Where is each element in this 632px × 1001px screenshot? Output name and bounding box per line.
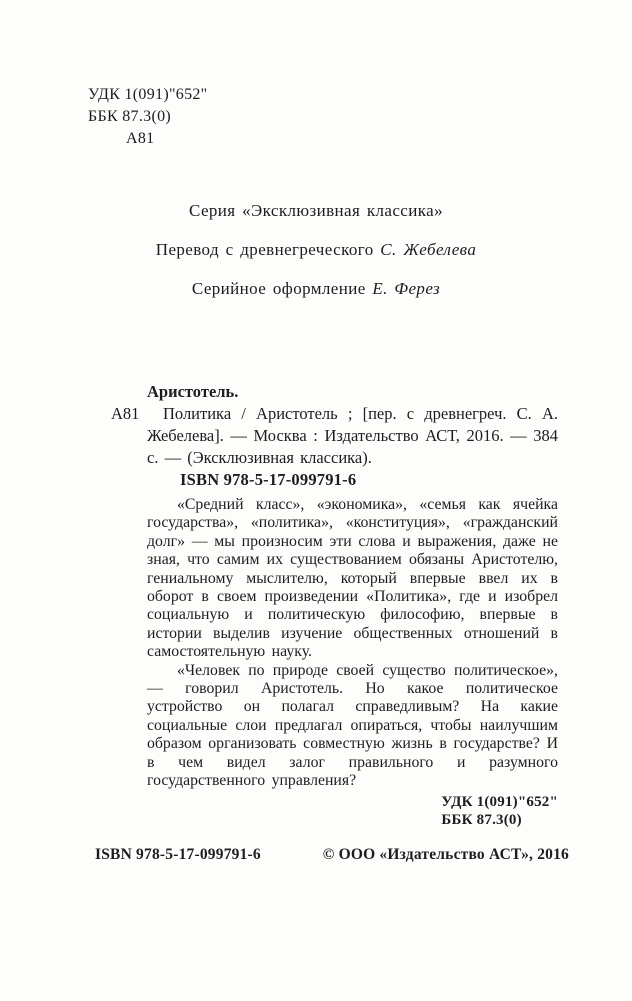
- bbk-code-top: ББК 87.3(0): [88, 108, 172, 125]
- annotation-block: [147, 496, 558, 791]
- bbk-code-bottom: ББК 87.3(0): [441, 811, 522, 828]
- series-title: Серия «Эксклюзивная классика»: [189, 201, 443, 220]
- card-author-heading: Аристотель.: [147, 382, 239, 401]
- bottom-bibliographic-codes: [147, 793, 558, 830]
- card-isbn: ISBN 978-5-17-099791-6: [180, 470, 357, 489]
- author-sign-top: А81: [126, 130, 155, 147]
- annotation-paragraph-2: «Человек по природе своей существо политическое», — говорил Аристотель. Но какое политическое устройство он полагал справедливым? На какие социальные слои предлагал опираться, чтобы наилучшим образом организовать совместную жизнь в государстве? И в чем видел залог правильного и разумного государственного управления?: [147, 661, 558, 790]
- design-credit-prefix: Серийное оформление: [191, 279, 366, 298]
- designer-name: Е. Ферез: [372, 279, 441, 298]
- series-credits-block: [0, 201, 632, 318]
- translation-credit-prefix: Перевод с древнегреческого: [155, 240, 374, 259]
- footer-line: [95, 846, 569, 864]
- udk-code-bottom: УДК 1(091)"652": [441, 793, 558, 810]
- udk-code-top: УДК 1(091)"652": [88, 86, 208, 103]
- author-sign-margin: А81: [111, 404, 140, 423]
- bottom-codes-inner: [441, 793, 558, 829]
- footer-isbn: ISBN 978-5-17-099791-6: [95, 846, 261, 863]
- top-bibliographic-codes: [88, 84, 208, 150]
- design-credit: [0, 279, 632, 299]
- footer-copyright: © ООО «Издательство АСТ», 2016: [322, 846, 569, 863]
- translator-name: С. Жебелева: [380, 240, 477, 259]
- card-description-text: Политика / Аристотель ; [пер. с древнегреч. С. А. Жебелева]. — Москва : Издательство АСТ, 2016. — 384 с. — (Эксклюзивная классика).: [147, 404, 558, 467]
- card-description: [111, 403, 558, 469]
- annotation-paragraph-1: «Средний класс», «экономика», «семья как ячейка государства», «политика», «конституция», «гражданский долг» — мы произносим эти слова и выражения, даже не зная, что самим их существованием обязаны Аристотелю, гениальному мыслителю, который впервые ввел их в оборот в своем произведении «Политика», где и изобрел социальную и политическую философию, впервые в истории выделив изучение общественных отношений в самостоятельную науку.: [147, 496, 558, 661]
- translation-credit: [0, 240, 632, 260]
- catalog-card-and-annotation: [111, 381, 558, 830]
